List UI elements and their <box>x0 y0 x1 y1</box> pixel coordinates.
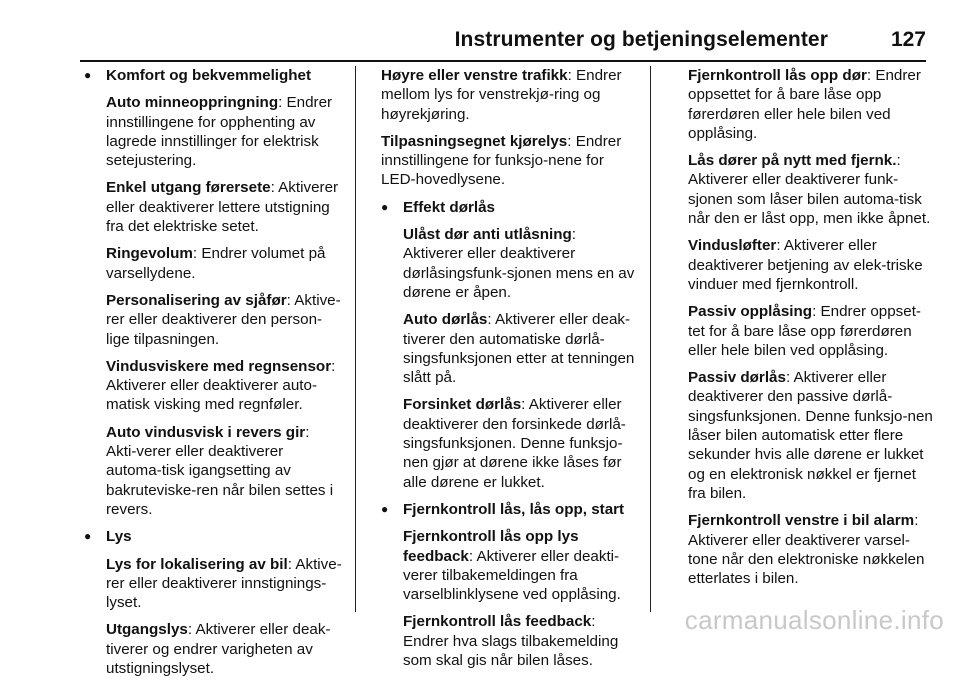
setting-name: Tilpasningsegnet kjørelys <box>381 132 568 150</box>
setting-name: Passiv dørlås <box>688 369 786 387</box>
section-heading: ● Fjernkontroll lås, lås opp, start <box>381 500 637 519</box>
setting-name: Fjernkontroll lås opp dør <box>688 67 867 84</box>
setting-name: Fjernkontroll lås feedback <box>403 613 592 631</box>
setting-entry <box>403 527 637 604</box>
column-separator-2 <box>650 66 651 612</box>
setting-entry <box>106 291 342 349</box>
setting-description: : Aktive-rer eller deaktiverer innstignings-lyset. <box>106 555 342 612</box>
setting-name: Høyre eller venstre trafikk <box>381 67 568 84</box>
page-number: 127 <box>890 28 926 51</box>
setting-entry <box>403 310 637 387</box>
setting-entry <box>106 555 342 613</box>
setting-description: : Aktiverer eller deaktiverer den forsinkede dørlå-singsfunksjonen. Denne funksjo-nen gjør at dørene ikke låses før alle dørene er lukket. <box>403 396 626 491</box>
setting-description: : Aktiverer eller deaktiverer den passive dørlå-singsfunksjonen. Denne funksjo-nen låser bilen automatisk etter flere sekunder hvis alle dørene er lukket og en elektronisk nøkkel er fjernet fra bilen. <box>688 369 933 502</box>
setting-name: Utgangslys <box>106 621 188 639</box>
setting-description: : Endrer oppsettet for å bare låse opp førerdøren eller hele bilen ved opplåsing. <box>688 67 921 142</box>
page-header <box>80 22 926 62</box>
setting-name: Personalisering av sjåfør <box>106 291 287 309</box>
setting-entry <box>688 236 936 294</box>
setting-description: : Endrer hva slags tilbakemelding som skal gis når bilen låses. <box>403 613 619 670</box>
setting-entry <box>106 423 342 519</box>
section-heading: ● Effekt dørlås <box>381 198 637 217</box>
page-title: Instrumenter og betjeningselementer <box>454 28 828 51</box>
setting-name: Auto minneoppringning <box>106 94 279 112</box>
setting-description: : Aktiverer eller deak-tiverer og endrer varigheten av utstigningslyset. <box>106 621 331 678</box>
setting-name: Lys for lokalisering av bil <box>106 555 288 573</box>
setting-description: : Aktive-rer eller deaktiverer den person-lige tilpasningen. <box>106 291 341 348</box>
section-heading: ● Lys <box>84 527 342 546</box>
column-3 <box>688 66 936 596</box>
setting-name: Lås dører på nytt med fjernk. <box>688 152 897 170</box>
setting-entry <box>106 178 342 236</box>
setting-description: : Endrer volumet på varsellydene. <box>106 245 326 282</box>
setting-description: : Aktiverer eller deaktiverer varsel-tone når den elektroniske nøkkelen etterlates i bilen. <box>688 512 925 588</box>
setting-description: : Aktiverer eller deaktiverer auto-matisk visking med regnføler. <box>106 357 336 414</box>
setting-name: Ringevolum <box>106 245 193 263</box>
setting-name: Vindusløfter <box>688 237 777 255</box>
setting-description: : Endrer mellom lys for venstrekjø-ring og høyrekjøring. <box>381 67 622 123</box>
setting-name: Ulåst dør anti utlåsning <box>403 226 572 244</box>
setting-name: Forsinket dørlås <box>403 396 522 414</box>
setting-entry <box>688 511 936 588</box>
setting-entry <box>106 357 342 415</box>
column-separator-1 <box>355 66 356 612</box>
setting-entry <box>403 612 637 670</box>
setting-description: : Endrer innstillingene for funksjo-nene for LED-hovedlysene. <box>381 132 622 189</box>
setting-description: : Aktiverer eller deakti-verer tilbakemeldingen fra varselblinklysene ved opplåsing. <box>403 547 621 604</box>
setting-description: : Endrer oppset-tet for å bare låse opp førerdøren eller hele bilen ved opplåsing. <box>688 303 921 359</box>
setting-name: Fjernkontroll venstre i bil alarm <box>688 512 915 530</box>
setting-description: : Aktiverer eller deaktiverer funk-sjonen som låser bilen automa-tisk når den er låst opp, men ikke åpnet. <box>688 152 931 228</box>
setting-name: Auto vindusvisk i revers gir <box>106 423 306 441</box>
setting-entry <box>106 244 342 283</box>
setting-description: : Aktiverer eller deaktiverer betjening av elek-triske vinduer med fjernkontroll. <box>688 237 923 293</box>
setting-entry <box>381 66 637 124</box>
setting-entry <box>688 302 936 360</box>
setting-entry <box>688 66 936 143</box>
setting-name: Auto dørlås <box>403 311 488 329</box>
section-heading: ● Komfort og bekvemmelighet <box>84 66 342 85</box>
setting-description: : Endrer innstillingene for opphenting av lagrede innstillinger for elektrisk setejustering. <box>106 94 333 170</box>
setting-description: : Aktiverer eller deak-tiverer den automatiske dørlå-singsfunksjonen etter at tenningen slått på. <box>403 311 635 387</box>
setting-entry <box>403 395 637 491</box>
setting-entry <box>106 93 342 170</box>
setting-name: Vindusviskere med regnsensor <box>106 357 332 375</box>
setting-entry <box>403 225 637 302</box>
setting-description: : Aktiverer eller deaktiverer lettere utstigning fra det elektriske setet. <box>106 179 339 236</box>
setting-entry <box>381 132 637 190</box>
column-1 <box>84 66 342 686</box>
setting-name: Fjernkontroll lås opp lys feedback <box>403 528 579 565</box>
watermark: carmanualsonline.info <box>684 605 944 635</box>
setting-description: : Aktiverer eller deaktiverer dørlåsingsfunk-sjonen mens en av dørene er åpen. <box>403 226 635 301</box>
setting-entry <box>106 620 342 678</box>
setting-name: Enkel utgang førersete <box>106 179 271 197</box>
setting-entry <box>688 368 936 503</box>
setting-description: : Akti-verer eller deaktiverer automa-tisk igangsetting av bakruteviske-ren når bilen settes i revers. <box>106 423 334 518</box>
setting-name: Passiv opplåsing <box>688 303 813 321</box>
column-2 <box>381 66 637 678</box>
setting-entry <box>688 151 936 228</box>
header-rule <box>80 60 926 62</box>
